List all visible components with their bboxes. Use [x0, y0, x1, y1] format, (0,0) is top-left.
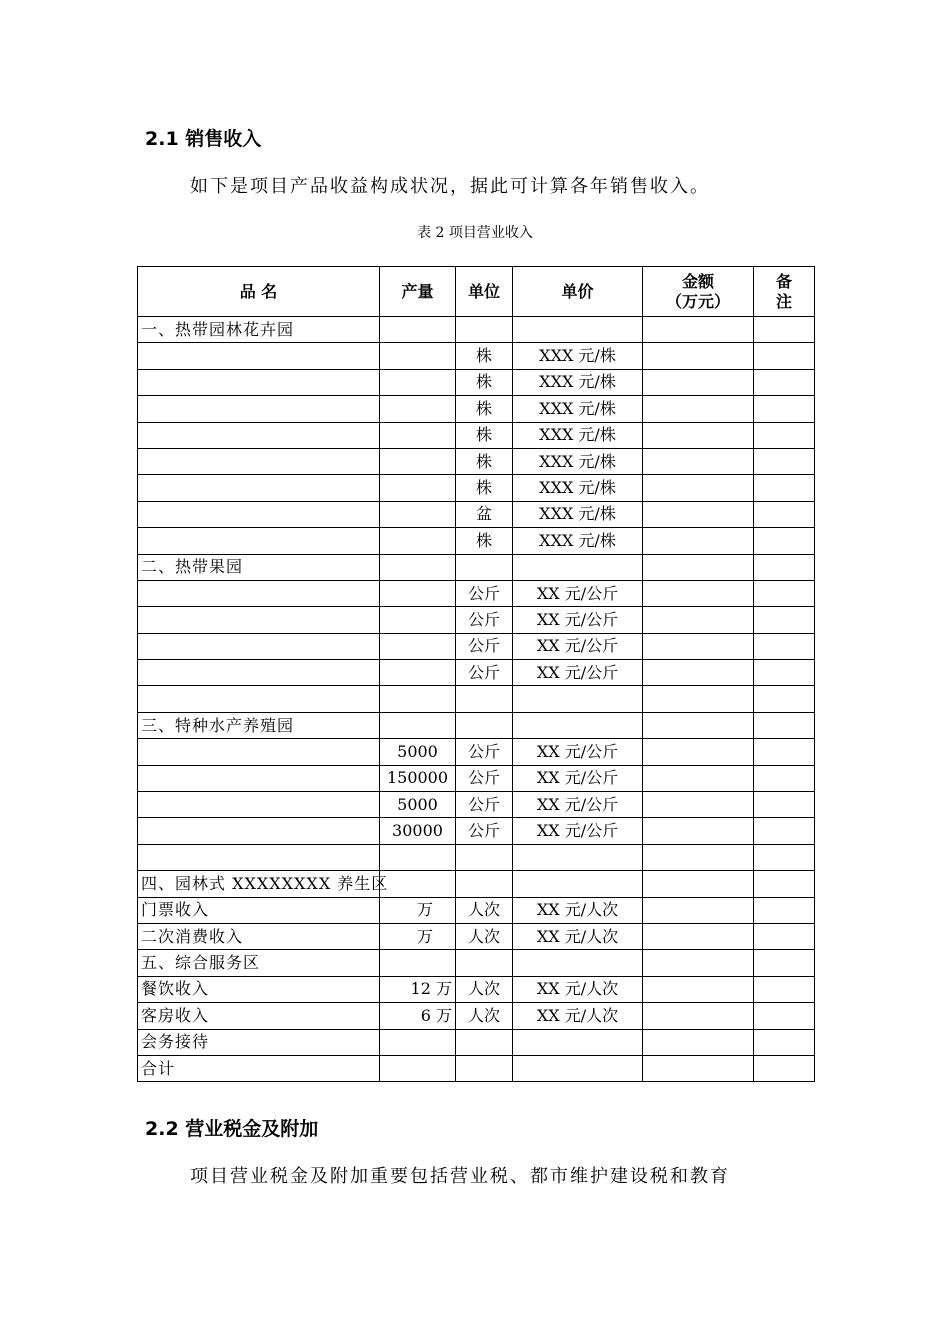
cell-amount — [643, 976, 754, 1002]
table-row — [138, 976, 815, 1002]
table-row — [138, 1055, 815, 1081]
cell-price: XX 元/公斤 — [513, 792, 643, 818]
table-row — [138, 475, 815, 501]
cell-remark — [754, 818, 815, 844]
cell-remark — [754, 528, 815, 554]
cell-unit — [456, 844, 513, 870]
cell-quantity — [380, 475, 456, 501]
table-row — [138, 554, 815, 580]
cell-name — [138, 818, 380, 844]
cell-unit — [456, 317, 513, 343]
cell-quantity — [380, 1029, 456, 1055]
cell-amount — [643, 343, 754, 369]
cell-name — [138, 422, 380, 448]
cell-amount — [643, 818, 754, 844]
cell-name: 五、综合服务区 — [138, 950, 380, 976]
cell-remark — [754, 501, 815, 527]
cell-price — [513, 1029, 643, 1055]
table-row — [138, 580, 815, 606]
cell-price: XX 元/人次 — [513, 923, 643, 949]
cell-amount — [643, 739, 754, 765]
cell-unit: 公斤 — [456, 660, 513, 686]
cell-remark — [754, 950, 815, 976]
cell-quantity: 6 万 — [380, 1003, 456, 1029]
cell-remark — [754, 369, 815, 395]
cell-amount — [643, 686, 754, 712]
cell-amount — [643, 396, 754, 422]
cell-remark — [754, 580, 815, 606]
cell-price: XX 元/公斤 — [513, 580, 643, 606]
cell-price: XXX 元/株 — [513, 501, 643, 527]
cell-remark — [754, 792, 815, 818]
cell-name: 客房收入 — [138, 1003, 380, 1029]
cell-remark — [754, 1003, 815, 1029]
cell-name — [138, 607, 380, 633]
header-price: 单价 — [513, 267, 643, 317]
table-row — [138, 1003, 815, 1029]
table-row — [138, 844, 815, 870]
table-row — [138, 871, 815, 897]
cell-price: XX 元/公斤 — [513, 633, 643, 659]
cell-remark — [754, 396, 815, 422]
cell-quantity — [380, 712, 456, 738]
cell-amount — [643, 844, 754, 870]
table-row — [138, 528, 815, 554]
cell-unit: 人次 — [456, 897, 513, 923]
cell-name — [138, 343, 380, 369]
cell-price — [513, 712, 643, 738]
cell-remark — [754, 976, 815, 1002]
cell-unit — [456, 950, 513, 976]
cell-amount — [643, 871, 754, 897]
cell-price — [513, 844, 643, 870]
table-row — [138, 396, 815, 422]
table-row — [138, 923, 815, 949]
cell-quantity: 30000 — [380, 818, 456, 844]
table-row — [138, 660, 815, 686]
cell-remark — [754, 633, 815, 659]
cell-name — [138, 396, 380, 422]
table-row — [138, 792, 815, 818]
cell-quantity: 万 — [380, 897, 456, 923]
cell-price: XXX 元/株 — [513, 475, 643, 501]
table-row — [138, 950, 815, 976]
cell-price: XX 元/公斤 — [513, 739, 643, 765]
cell-amount — [643, 950, 754, 976]
cell-remark — [754, 739, 815, 765]
header-quantity: 产量 — [380, 267, 456, 317]
cell-quantity — [380, 844, 456, 870]
cell-quantity: 12 万 — [380, 976, 456, 1002]
cell-name — [138, 686, 380, 712]
cell-price: XX 元/人次 — [513, 976, 643, 1002]
cell-remark — [754, 554, 815, 580]
table-row — [138, 739, 815, 765]
cell-quantity — [380, 396, 456, 422]
cell-price: XXX 元/株 — [513, 422, 643, 448]
cell-unit: 株 — [456, 448, 513, 474]
cell-amount — [643, 712, 754, 738]
cell-unit — [456, 712, 513, 738]
table-row — [138, 897, 815, 923]
cell-name — [138, 739, 380, 765]
table-caption: 表 2 项目营业收入 — [417, 225, 533, 241]
revenue-table — [137, 266, 815, 1082]
cell-amount — [643, 607, 754, 633]
cell-amount — [643, 501, 754, 527]
table-row — [138, 369, 815, 395]
cell-price — [513, 686, 643, 712]
cell-name: 餐饮收入 — [138, 976, 380, 1002]
cell-quantity — [380, 1055, 456, 1081]
cell-price: XXX 元/株 — [513, 396, 643, 422]
section-heading-2: 2.2 营业税金及附加 — [145, 1118, 319, 1140]
section-paragraph: 如下是项目产品收益构成状况，据此可计算各年销售收入。 — [190, 176, 710, 197]
table-row — [138, 343, 815, 369]
cell-unit: 株 — [456, 343, 513, 369]
cell-unit — [456, 686, 513, 712]
cell-name: 门票收入 — [138, 897, 380, 923]
cell-name: 会务接待 — [138, 1029, 380, 1055]
cell-name — [138, 448, 380, 474]
cell-amount — [643, 633, 754, 659]
cell-remark — [754, 897, 815, 923]
cell-remark — [754, 422, 815, 448]
table-row — [138, 501, 815, 527]
cell-unit: 公斤 — [456, 633, 513, 659]
cell-quantity — [380, 422, 456, 448]
cell-unit: 公斤 — [456, 607, 513, 633]
cell-unit: 株 — [456, 369, 513, 395]
cell-unit: 人次 — [456, 1003, 513, 1029]
cell-quantity: 5000 — [380, 792, 456, 818]
cell-name — [138, 792, 380, 818]
cell-quantity — [380, 633, 456, 659]
header-amount: 金额 （万元） — [643, 267, 754, 317]
cell-quantity — [380, 501, 456, 527]
cell-name — [138, 475, 380, 501]
cell-quantity — [380, 554, 456, 580]
cell-price: XX 元/公斤 — [513, 607, 643, 633]
cell-amount — [643, 1003, 754, 1029]
cell-unit — [456, 1029, 513, 1055]
cell-unit: 人次 — [456, 976, 513, 1002]
table-row — [138, 633, 815, 659]
table-row — [138, 448, 815, 474]
cell-unit: 人次 — [456, 923, 513, 949]
cell-remark — [754, 765, 815, 791]
cell-unit: 公斤 — [456, 818, 513, 844]
header-remark: 备 注 — [754, 267, 815, 317]
cell-price: XX 元/公斤 — [513, 818, 643, 844]
cell-amount — [643, 475, 754, 501]
cell-unit: 盆 — [456, 501, 513, 527]
cell-amount — [643, 554, 754, 580]
cell-quantity — [380, 607, 456, 633]
table-row — [138, 317, 815, 343]
cell-name — [138, 528, 380, 554]
cell-name — [138, 501, 380, 527]
cell-price: XXX 元/株 — [513, 369, 643, 395]
cell-remark — [754, 448, 815, 474]
cell-amount — [643, 765, 754, 791]
cell-remark — [754, 844, 815, 870]
header-name: 品 名 — [138, 267, 380, 317]
cell-unit: 株 — [456, 396, 513, 422]
cell-price: XXX 元/株 — [513, 343, 643, 369]
cell-quantity — [380, 580, 456, 606]
cell-unit: 株 — [456, 422, 513, 448]
cell-amount — [643, 369, 754, 395]
cell-name — [138, 660, 380, 686]
cell-price: XXX 元/株 — [513, 448, 643, 474]
section-paragraph-2: 项目营业税金及附加重要包括营业税、都市维护建设税和教育 — [190, 1166, 730, 1187]
cell-remark — [754, 475, 815, 501]
cell-price — [513, 317, 643, 343]
cell-unit — [456, 554, 513, 580]
cell-name: 二次消费收入 — [138, 923, 380, 949]
cell-remark — [754, 923, 815, 949]
cell-price: XX 元/人次 — [513, 897, 643, 923]
cell-unit: 株 — [456, 528, 513, 554]
cell-name: 合计 — [138, 1055, 380, 1081]
cell-remark — [754, 686, 815, 712]
header-unit: 单位 — [456, 267, 513, 317]
cell-price: XX 元/人次 — [513, 1003, 643, 1029]
cell-name — [138, 369, 380, 395]
table-row — [138, 1029, 815, 1055]
cell-quantity — [380, 950, 456, 976]
cell-price: XXX 元/株 — [513, 528, 643, 554]
cell-amount — [643, 580, 754, 606]
cell-amount — [643, 923, 754, 949]
cell-remark — [754, 607, 815, 633]
table-row — [138, 818, 815, 844]
section-heading: 2.1 销售收入 — [145, 128, 262, 150]
cell-name — [138, 580, 380, 606]
table-row — [138, 712, 815, 738]
cell-remark — [754, 871, 815, 897]
cell-unit: 公斤 — [456, 765, 513, 791]
cell-name — [138, 765, 380, 791]
cell-amount — [643, 660, 754, 686]
cell-amount — [643, 1029, 754, 1055]
cell-price — [513, 1055, 643, 1081]
cell-remark — [754, 343, 815, 369]
cell-price: XX 元/公斤 — [513, 660, 643, 686]
cell-amount — [643, 1055, 754, 1081]
cell-price — [513, 950, 643, 976]
cell-quantity — [380, 369, 456, 395]
cell-amount — [643, 792, 754, 818]
cell-quantity — [380, 448, 456, 474]
cell-quantity: 万 — [380, 923, 456, 949]
cell-quantity — [380, 660, 456, 686]
cell-unit: 株 — [456, 475, 513, 501]
cell-name — [138, 633, 380, 659]
cell-quantity — [380, 317, 456, 343]
cell-remark — [754, 1029, 815, 1055]
cell-quantity — [380, 686, 456, 712]
cell-price — [513, 554, 643, 580]
cell-price — [513, 871, 643, 897]
cell-price: XX 元/公斤 — [513, 765, 643, 791]
cell-quantity: 150000 — [380, 765, 456, 791]
table-row — [138, 765, 815, 791]
cell-remark — [754, 660, 815, 686]
cell-name — [138, 844, 380, 870]
cell-amount — [643, 528, 754, 554]
cell-quantity — [380, 343, 456, 369]
cell-unit: 公斤 — [456, 739, 513, 765]
table-row — [138, 607, 815, 633]
table-row — [138, 422, 815, 448]
cell-unit — [456, 871, 513, 897]
cell-amount — [643, 448, 754, 474]
cell-unit: 公斤 — [456, 580, 513, 606]
cell-remark — [754, 712, 815, 738]
cell-remark — [754, 317, 815, 343]
cell-name: 一、热带园林花卉园 — [138, 317, 380, 343]
table-header-row — [138, 267, 815, 317]
cell-unit: 公斤 — [456, 792, 513, 818]
cell-quantity: 5000 — [380, 739, 456, 765]
table-row — [138, 686, 815, 712]
cell-amount — [643, 317, 754, 343]
cell-amount — [643, 422, 754, 448]
cell-quantity — [380, 528, 456, 554]
cell-quantity — [380, 871, 456, 897]
cell-name: 四、园林式 XXXXXXXX 养生区 — [138, 871, 380, 897]
cell-name: 二、热带果园 — [138, 554, 380, 580]
cell-unit — [456, 1055, 513, 1081]
cell-remark — [754, 1055, 815, 1081]
cell-amount — [643, 897, 754, 923]
cell-name: 三、特种水产养殖园 — [138, 712, 380, 738]
